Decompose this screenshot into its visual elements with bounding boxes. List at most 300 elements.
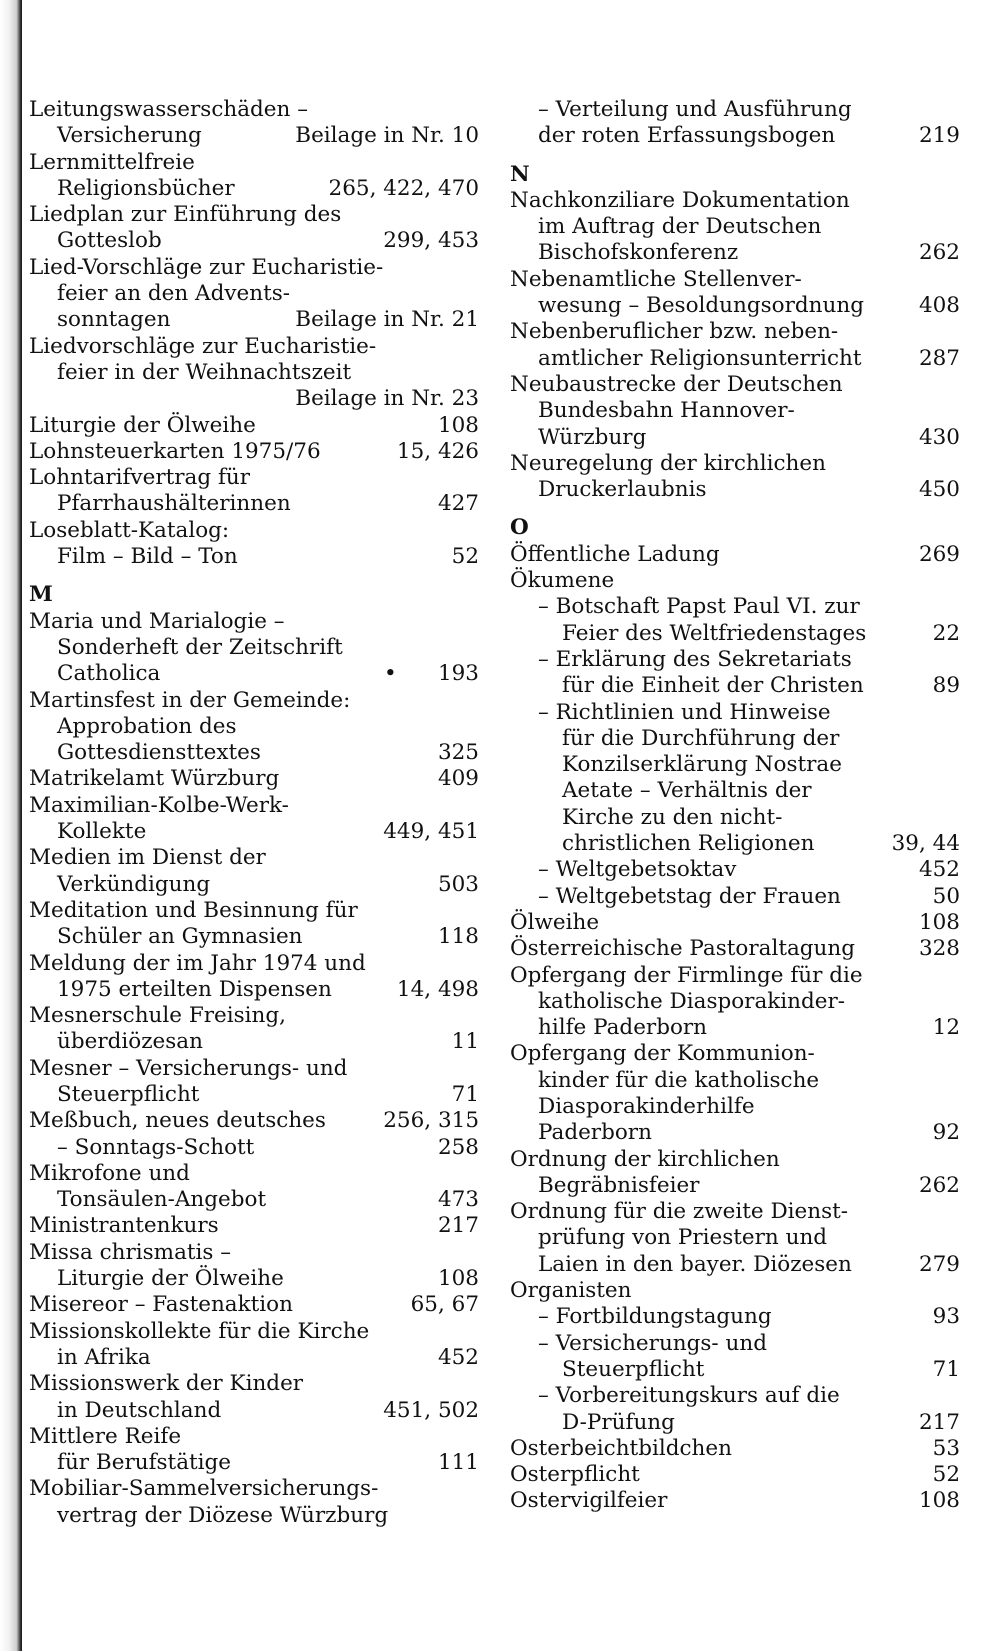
- entry-line: [510, 1094, 960, 1120]
- entry-line: [510, 621, 960, 647]
- entry-text: Meditation und Besinnung für: [29, 897, 358, 923]
- section-letter: N: [510, 161, 530, 187]
- index-entry: [510, 1488, 960, 1514]
- entry-line: [29, 661, 479, 687]
- entry-text: Missionskollekte für die Kirche: [29, 1318, 370, 1344]
- entry-text: Liturgie der Ölweihe: [57, 1266, 284, 1292]
- page-reference: 71: [451, 1081, 479, 1107]
- entry-text: Steuerpflicht: [57, 1081, 200, 1107]
- entry-line: [29, 334, 479, 360]
- entry-line: [29, 1135, 479, 1161]
- entry-text: Österreichische Pastoraltagung: [510, 936, 856, 962]
- page-reference: 52: [932, 1462, 960, 1488]
- entry-text: Religionsbücher: [57, 175, 235, 201]
- page-reference: Beilage in Nr. 23: [295, 386, 479, 412]
- index-entry: [29, 898, 479, 951]
- entry-line: [29, 1029, 479, 1055]
- entry-line: [29, 439, 479, 465]
- entry-text: [57, 386, 64, 411]
- entry-text: für die Durchführung der: [562, 725, 840, 751]
- page-reference: 111: [437, 1450, 479, 1476]
- entry-line: [29, 740, 479, 766]
- page-reference: 12: [932, 1015, 960, 1041]
- page-reference: 449, 451: [383, 819, 479, 845]
- entry-line: [510, 700, 960, 726]
- entry-line: [29, 793, 479, 819]
- index-entry: [510, 267, 960, 320]
- entry-line: [29, 202, 479, 228]
- entry-text: Konzilserklärung Nostrae: [562, 752, 842, 778]
- page-reference: 11: [451, 1029, 479, 1055]
- entry-line: [29, 1398, 479, 1424]
- page-reference: 452: [437, 1344, 479, 1370]
- entry-line: [510, 319, 960, 345]
- entry-line: [510, 293, 960, 319]
- entry-line: [510, 1199, 960, 1225]
- section-letter: O: [510, 515, 529, 541]
- entry-text: Nachkonziliare Dokumentation: [510, 187, 850, 213]
- page-reference: 473: [437, 1187, 479, 1213]
- entry-text: Matrikelamt Würzburg: [29, 766, 280, 792]
- index-entry: [510, 568, 960, 910]
- entry-text: – Verteilung und Ausführung: [538, 97, 852, 122]
- entry-line: [29, 465, 479, 491]
- entry-text: Osterbeichtbildchen: [510, 1435, 732, 1461]
- entry-text: Approbation des: [57, 713, 237, 739]
- entry-text: Ökumene: [510, 568, 615, 594]
- index-entry: [29, 609, 479, 688]
- index-entry: [510, 1436, 960, 1462]
- entry-line: [510, 805, 960, 831]
- index-entry: [29, 1108, 479, 1161]
- page-reference: 325: [437, 740, 479, 766]
- entry-text: 1975 erteilten Dispensen: [57, 976, 332, 1002]
- entry-line: [510, 267, 960, 293]
- entry-line: [29, 819, 479, 845]
- entry-line: [29, 1266, 479, 1292]
- entry-text: Maximilian-Kolbe-Werk-: [29, 792, 289, 818]
- entry-line: [510, 963, 960, 989]
- entry-text: christlichen Religionen: [562, 831, 815, 857]
- entry-line: [29, 1213, 479, 1239]
- entry-text: Leitungswasserschäden –: [29, 97, 308, 122]
- section-letter: M: [29, 582, 53, 608]
- page-reference: 118: [437, 924, 479, 950]
- entry-line: [29, 1187, 479, 1213]
- index-entry: [29, 766, 479, 792]
- entry-text: Neubaustrecke der Deutschen: [510, 371, 843, 397]
- entry-text: Aetate – Verhältnis der: [562, 778, 812, 804]
- entry-text: – Botschaft Papst Paul VI. zur: [538, 594, 860, 620]
- index-entry: [29, 465, 479, 518]
- entry-text: Bischofskonferenz: [538, 240, 739, 266]
- index-entry: [29, 1424, 479, 1477]
- index-entry: [29, 793, 479, 846]
- entry-text: Nebenamtliche Stellenver-: [510, 266, 802, 292]
- entry-text: Lohnsteuerkarten 1975/76: [29, 438, 321, 464]
- entry-line: [510, 884, 960, 910]
- entry-line: [510, 477, 960, 503]
- index-entry: [510, 319, 960, 372]
- entry-text: Neuregelung der kirchlichen: [510, 450, 826, 476]
- entry-line: [29, 150, 479, 176]
- entry-line: [29, 1319, 479, 1345]
- entry-text: Opfergang der Kommunion-: [510, 1041, 815, 1067]
- entry-line: [510, 726, 960, 752]
- entry-line: [510, 346, 960, 372]
- entry-line: [510, 1357, 960, 1383]
- page-reference: 328: [918, 936, 960, 962]
- entry-text: Tonsäulen-Angebot: [57, 1187, 267, 1213]
- entry-line: [510, 752, 960, 778]
- entry-line: [510, 1488, 960, 1514]
- entry-text: Missionswerk der Kinder: [29, 1371, 304, 1397]
- entry-line: [510, 1331, 960, 1357]
- index-column-left: [29, 97, 479, 1529]
- entry-line: [510, 910, 960, 936]
- entry-line: [29, 766, 479, 792]
- page-reference: 262: [918, 1172, 960, 1198]
- entry-line: [510, 1436, 960, 1462]
- entry-line: [510, 1462, 960, 1488]
- entry-line: [29, 491, 479, 517]
- page-reference: 14, 498: [396, 976, 479, 1002]
- index-entry: [29, 951, 479, 1004]
- page-reference: 279: [918, 1251, 960, 1277]
- entry-line: [510, 214, 960, 240]
- page-reference: 427: [437, 491, 479, 517]
- index-entry: [29, 518, 479, 571]
- entry-text: Steuerpflicht: [562, 1356, 705, 1382]
- entry-text: Ministrantenkurs: [29, 1213, 219, 1239]
- entry-text: – Weltgebetstag der Frauen: [538, 883, 841, 909]
- entry-line: [29, 413, 479, 439]
- entry-text: Kollekte: [57, 819, 147, 845]
- page-reference: 92: [932, 1120, 960, 1146]
- index-entry: [29, 1213, 479, 1239]
- entry-line: [510, 936, 960, 962]
- entry-text: Maria und Marialogie –: [29, 608, 285, 634]
- entry-text: Liedvorschläge zur Eucharistie-: [29, 333, 377, 359]
- index-entry: [510, 97, 960, 150]
- entry-line: [510, 857, 960, 883]
- page-reference: 258: [437, 1134, 479, 1160]
- entry-line: [510, 1015, 960, 1041]
- page-reference: 452: [918, 857, 960, 883]
- entry-line: [29, 1476, 479, 1502]
- entry-text: Osterpflicht: [510, 1462, 640, 1488]
- entry-text: Pfarrhaushälterinnen: [57, 491, 291, 517]
- entry-text: Paderborn: [538, 1120, 652, 1146]
- entry-text: D-Prüfung: [562, 1409, 675, 1435]
- page-reference: 503: [437, 871, 479, 897]
- page-reference: 15, 426: [396, 438, 479, 464]
- index-entry: [29, 1319, 479, 1372]
- entry-line: [29, 1345, 479, 1371]
- page-reference: 256, 315: [383, 1108, 479, 1134]
- entry-text: hilfe Paderborn: [538, 1015, 708, 1041]
- entry-text: Mittlere Reife: [29, 1423, 182, 1449]
- index-entry: [510, 451, 960, 504]
- entry-text: – Erklärung des Sekretariats: [538, 646, 852, 672]
- index-entry: [29, 688, 479, 767]
- entry-text: für die Einheit der Christen: [562, 673, 864, 699]
- entry-text: Gotteslob: [57, 228, 162, 254]
- entry-text: Catholica: [57, 661, 161, 687]
- entry-text: prüfung von Priestern und: [538, 1225, 828, 1251]
- page-reference: 409: [437, 766, 479, 792]
- page-reference: 193: [437, 661, 479, 687]
- entry-line: [29, 255, 479, 281]
- entry-line: [510, 594, 960, 620]
- entry-line: [510, 542, 960, 568]
- entry-line: [510, 989, 960, 1015]
- entry-line: [510, 673, 960, 699]
- entry-text: sonntagen: [57, 307, 171, 333]
- page-reference: 39, 44: [891, 831, 960, 857]
- page-reference: 22: [932, 620, 960, 646]
- entry-line: [510, 97, 960, 123]
- entry-line: [510, 1173, 960, 1199]
- entry-text: Loseblatt-Katalog:: [29, 517, 230, 543]
- entry-line: [29, 1082, 479, 1108]
- entry-line: [29, 635, 479, 661]
- entry-line: [29, 176, 479, 202]
- entry-line: [510, 1304, 960, 1330]
- entry-line: [510, 398, 960, 424]
- page-reference: 450: [918, 477, 960, 503]
- entry-line: [29, 123, 479, 149]
- entry-line: [29, 1108, 479, 1134]
- entry-line: [510, 1383, 960, 1409]
- entry-line: [29, 977, 479, 1003]
- index-entry: [510, 1147, 960, 1200]
- index-entry: [510, 1199, 960, 1278]
- entry-text: Liedplan zur Einführung des: [29, 202, 342, 228]
- entry-text: Medien im Dienst der: [29, 845, 266, 871]
- entry-line: [29, 228, 479, 254]
- entry-text: Martinsfest in der Gemeinde:: [29, 687, 351, 713]
- page-reference: 108: [918, 1488, 960, 1514]
- index-entry: [29, 1292, 479, 1318]
- entry-text: feier in der Weihnachtszeit: [57, 359, 352, 385]
- entry-text: amtlicher Religionsunterricht: [538, 345, 862, 371]
- entry-line: [29, 714, 479, 740]
- entry-text: Kirche zu den nicht-: [562, 804, 783, 830]
- entry-text: Ölweihe: [510, 909, 600, 935]
- entry-text: Begräbnisfeier: [538, 1172, 700, 1198]
- page-reference: 108: [918, 909, 960, 935]
- entry-line: [510, 778, 960, 804]
- entry-text: Verkündigung: [57, 871, 211, 897]
- index-entry: [29, 255, 479, 334]
- entry-line: [29, 307, 479, 333]
- entry-line: [29, 898, 479, 924]
- page-reference: 451, 502: [383, 1397, 479, 1423]
- entry-text: Öffentliche Ladung: [510, 541, 720, 567]
- page-reference: 262: [918, 240, 960, 266]
- entry-text: kinder für die katholische: [538, 1067, 820, 1093]
- entry-text: wesung – Besoldungsordnung: [538, 293, 864, 319]
- entry-line: [510, 123, 960, 149]
- page-reference: 265, 422, 470: [328, 175, 479, 201]
- index-entry: [510, 1462, 960, 1488]
- page-reference: 287: [918, 345, 960, 371]
- entry-text: in Deutschland: [57, 1397, 222, 1423]
- page-reference: 71: [932, 1356, 960, 1382]
- page-reference: 53: [932, 1435, 960, 1461]
- entry-text: für Berufstätige: [57, 1450, 232, 1476]
- page-reference: 52: [451, 544, 479, 570]
- index-entry: [29, 1240, 479, 1293]
- index-entry: [510, 1278, 960, 1436]
- entry-text: Meldung der im Jahr 1974 und: [29, 950, 366, 976]
- entry-line: [29, 845, 479, 871]
- index-entry: [29, 1161, 479, 1214]
- entry-line: [510, 568, 960, 594]
- entry-text: Missa chrismatis –: [29, 1239, 232, 1265]
- entry-text: in Afrika: [57, 1344, 151, 1370]
- entry-text: Ordnung der kirchlichen: [510, 1146, 780, 1172]
- entry-line: [510, 1225, 960, 1251]
- entry-line: [510, 451, 960, 477]
- entry-line: [29, 1371, 479, 1397]
- page-reference: 108: [437, 1266, 479, 1292]
- entry-line: [510, 1252, 960, 1278]
- entry-line: [510, 647, 960, 673]
- index-entry: [29, 1056, 479, 1109]
- index-entry: [510, 188, 960, 267]
- entry-line: [510, 1410, 960, 1436]
- entry-line: [29, 360, 479, 386]
- entry-line: [29, 1240, 479, 1266]
- page-reference: 108: [437, 412, 479, 438]
- entry-line: [29, 386, 479, 412]
- entry-text: Mesner – Versicherungs- und: [29, 1055, 348, 1081]
- page-reference: 65, 67: [410, 1292, 479, 1318]
- entry-text: Sonderheft der Zeitschrift: [57, 634, 343, 660]
- index-entry: [510, 372, 960, 451]
- entry-text: Opfergang der Firmlinge für die: [510, 962, 863, 988]
- entry-text: der roten Erfassungsbogen: [538, 123, 836, 149]
- entry-text: überdiözesan: [57, 1029, 203, 1055]
- entry-text: Laien in den bayer. Diözesen: [538, 1251, 852, 1277]
- entry-text: Feier des Weltfriedenstages: [562, 620, 867, 646]
- entry-line: [510, 188, 960, 214]
- index-entry: [29, 845, 479, 898]
- entry-line: [29, 872, 479, 898]
- entry-line: [29, 1003, 479, 1029]
- entry-text: Mikrofone und: [29, 1160, 190, 1186]
- entry-text: Film – Bild – Ton: [57, 544, 238, 570]
- entry-text: Meßbuch, neues deutsches: [29, 1108, 326, 1134]
- entry-line: [29, 518, 479, 544]
- page-reference: 217: [437, 1213, 479, 1239]
- entry-line: [29, 1450, 479, 1476]
- entry-line: [29, 97, 479, 123]
- entry-line: [510, 1068, 960, 1094]
- entry-line: [29, 951, 479, 977]
- entry-line: [29, 1056, 479, 1082]
- entry-text: feier an den Advents-: [57, 281, 291, 307]
- dot-mark: •: [384, 661, 397, 687]
- entry-text: Lied-Vorschläge zur Eucharistie-: [29, 254, 384, 280]
- entry-line: [29, 1424, 479, 1450]
- index-entry: [510, 936, 960, 962]
- page-reference: Beilage in Nr. 10: [295, 123, 479, 149]
- entry-text: Organisten: [510, 1278, 632, 1304]
- entry-text: Diasporakinderhilfe: [538, 1093, 755, 1119]
- index-entry: [29, 1476, 479, 1529]
- page-reference: 93: [932, 1304, 960, 1330]
- entry-text: Lernmittelfreie: [29, 149, 195, 175]
- page-binding-edge: [0, 0, 22, 1651]
- page-reference: 89: [932, 673, 960, 699]
- index-entry: [29, 1003, 479, 1056]
- entry-text: – Fortbildungstagung: [538, 1304, 772, 1330]
- page-reference: Beilage in Nr. 21: [295, 307, 479, 333]
- index-entry: [510, 963, 960, 1042]
- index-entry: [29, 150, 479, 203]
- entry-text: – Vorbereitungskurs auf die: [538, 1383, 840, 1409]
- page-reference: 50: [932, 883, 960, 909]
- page-reference: 269: [918, 541, 960, 567]
- entry-line: [29, 609, 479, 635]
- entry-text: Versicherung: [57, 123, 202, 149]
- entry-text: Mesnerschule Freising,: [29, 1003, 286, 1029]
- entry-line: [510, 240, 960, 266]
- index-entry: [29, 334, 479, 413]
- index-column-right: [510, 97, 960, 1515]
- entry-text: – Richtlinien und Hinweise: [538, 699, 831, 725]
- entry-text: Ordnung für die zweite Dienst-: [510, 1199, 849, 1225]
- index-entry: [29, 97, 479, 150]
- entry-line: [510, 372, 960, 398]
- entry-text: katholische Diasporakinder-: [538, 988, 846, 1014]
- entry-text: Druckerlaubnis: [538, 477, 707, 503]
- index-entry: [29, 439, 479, 465]
- index-entry: [510, 910, 960, 936]
- entry-text: Liturgie der Ölweihe: [29, 412, 256, 438]
- page-reference: 299, 453: [383, 228, 479, 254]
- entry-text: – Versicherungs- und: [538, 1330, 767, 1356]
- entry-line: [510, 831, 960, 857]
- entry-line: [29, 1161, 479, 1187]
- entry-line: [510, 1041, 960, 1067]
- entry-text: – Weltgebetsoktav: [538, 857, 737, 883]
- entry-text: Ostervigilfeier: [510, 1488, 668, 1514]
- entry-text: Gottesdiensttextes: [57, 740, 261, 766]
- entry-line: [29, 281, 479, 307]
- index-entry: [29, 1371, 479, 1424]
- entry-line: [29, 924, 479, 950]
- entry-line: [29, 1292, 479, 1318]
- entry-text: Lohntarifvertrag für: [29, 465, 251, 491]
- entry-text: vertrag der Diözese Würzburg: [57, 1502, 389, 1528]
- index-entry: [29, 202, 479, 255]
- entry-text: – Sonntags-Schott: [57, 1134, 255, 1160]
- entry-text: im Auftrag der Deutschen: [538, 214, 822, 240]
- index-entry: [510, 1041, 960, 1146]
- entry-text: Mobiliar-Sammelversicherungs-: [29, 1476, 379, 1502]
- entry-text: Misereor – Fastenaktion: [29, 1292, 293, 1318]
- entry-text: Bundesbahn Hannover-: [538, 398, 795, 424]
- entry-line: [29, 688, 479, 714]
- page-reference: 430: [918, 424, 960, 450]
- index-entry: [510, 542, 960, 568]
- page-reference: 408: [918, 293, 960, 319]
- entry-line: [29, 544, 479, 570]
